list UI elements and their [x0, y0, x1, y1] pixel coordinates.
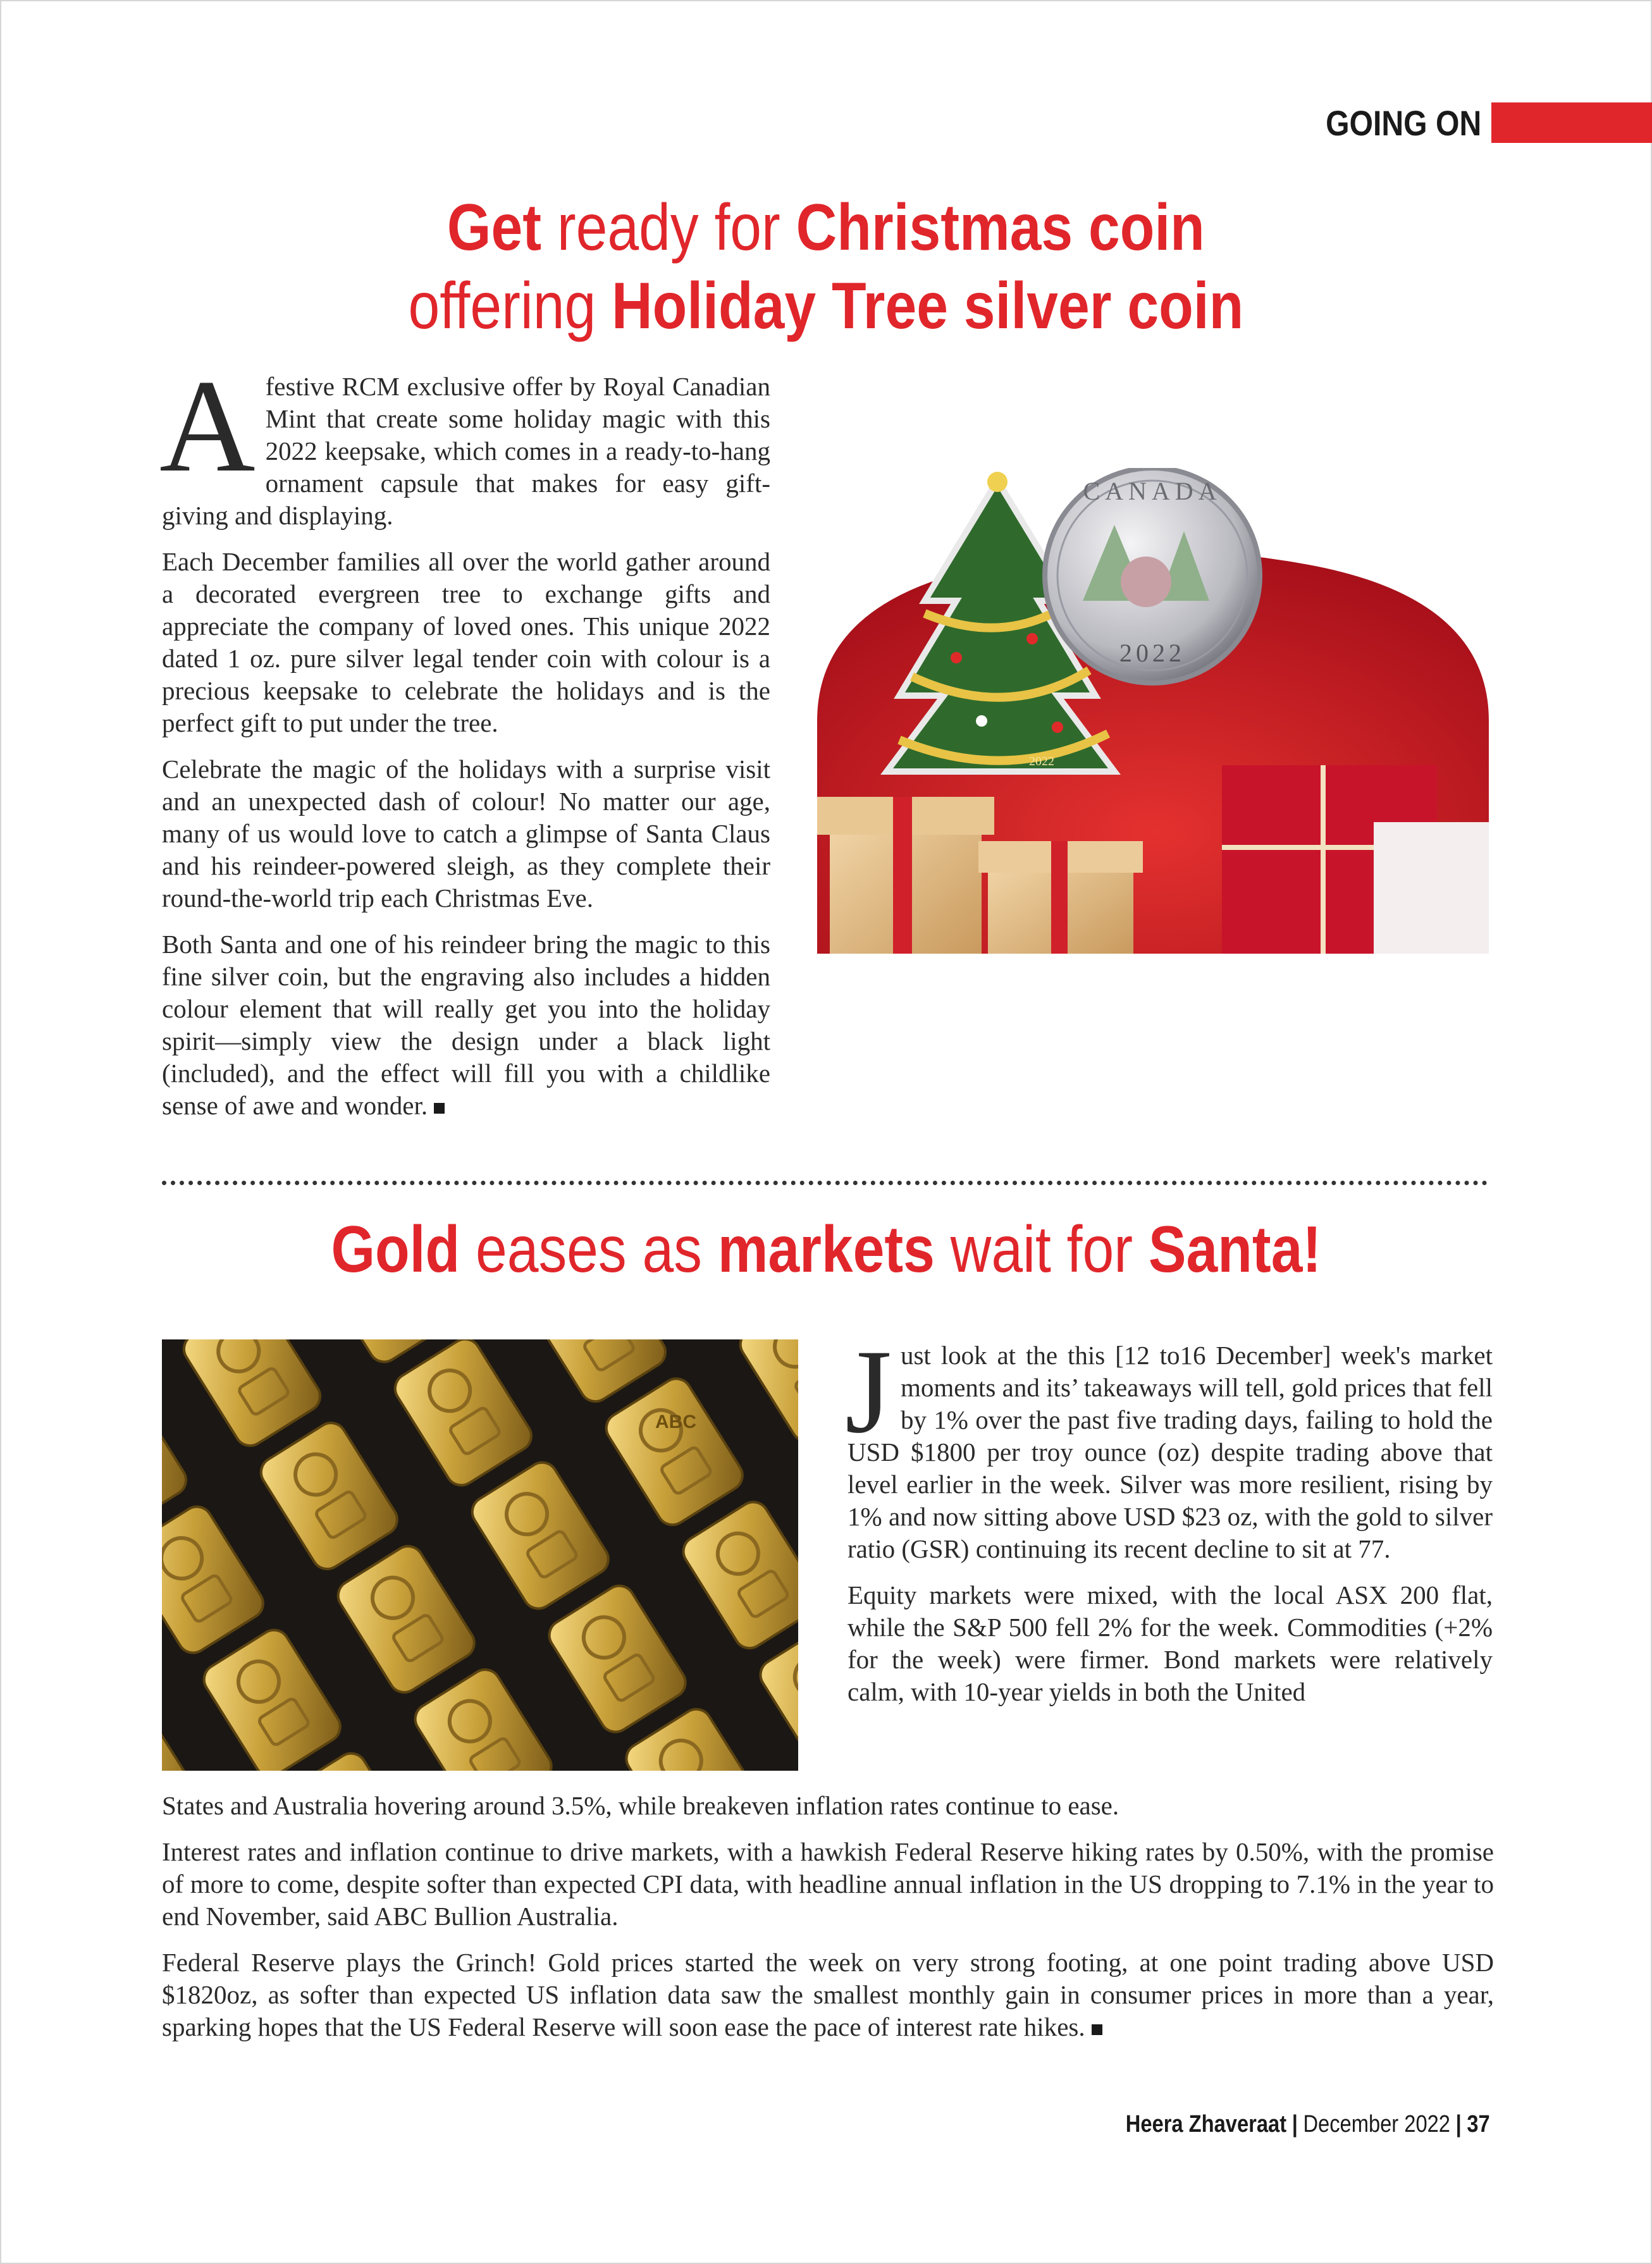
section-tag-label: GOING ON: [1325, 102, 1481, 143]
article1-headline-line1: [409, 188, 1244, 267]
gift-ribbon: [893, 797, 912, 954]
footer-separator: |: [1455, 2111, 1462, 2138]
article2-paragraph: States and Australia hovering around 3.5%, while breakeven inflation rates continue to ease.: [162, 1791, 1119, 1820]
bar-stamp-text: ABC: [655, 1412, 696, 1432]
headline-segment: Holiday Tree silver coin: [612, 269, 1244, 343]
footer-page-number: 37: [1467, 2111, 1490, 2138]
article1-headline-line2: [409, 267, 1244, 345]
gold-bar-pattern: [162, 1339, 798, 1771]
article1-paragraph: [162, 928, 770, 1122]
section-tag: [1300, 102, 1652, 143]
coin-year-text: 2022: [1119, 639, 1185, 667]
page-footer: [1066, 2111, 1490, 2138]
section-tag-bar: [1491, 102, 1652, 143]
gold-bars-image: [162, 1339, 798, 1771]
gift-box-white: [1374, 822, 1489, 954]
coin-country-text: CANADA: [1083, 477, 1222, 505]
article1-paragraph: Celebrate the magic of the holidays with a surprise visit and an unexpected dash of colour! No matter our age, many of us would love to catch a glimpse of Santa Claus and his reindeer-powered sleigh, as they complete their round-the-world trip each Christmas Eve.: [162, 754, 770, 913]
paragraph-text: Both Santa and one of his reindeer bring the magic to this fine silver coin, but the engraving also includes a hidden colour element that will really get you into the holiday spirit—simply view the design under a black light (included), and the effect will fill you with a childlike sense of awe and wonder.: [162, 930, 770, 1120]
dropcap: J: [845, 1326, 892, 1458]
article2-right-column: [845, 1326, 1493, 1708]
article2-paragraph: [845, 1326, 1493, 1565]
paragraph-text: ust look at the this [12 to16 December] week's market moments and its’ takeaways will tell, gold prices that fell by 1% over the past five trading days, failing to hold the USD $1800 per troy ounce (oz) despite trading above that level earlier in the week. Silver was more resilient, rising by 1% and now sitting above USD $23 oz, with the gold to silver ratio (GSR) continuing its recent decline to sit at 77.: [848, 1341, 1493, 1563]
article2-headline: [0, 1210, 1652, 1289]
headline-segment: wait for: [934, 1213, 1149, 1286]
article2-paragraph: Interest rates and inflation continue to drive markets, with a hawkish Federal Reserve hiking rates by 0.50%, with the promise of more to come, despite softer than expected CPI data, with headline annual inflation in the US dropping to 7.1% in the year to end November, said ABC Bullion Australia.: [162, 1837, 1494, 1931]
headline-segment: eases as: [459, 1213, 718, 1286]
article1-headline: [0, 188, 1652, 345]
silver-coin: [1045, 468, 1260, 683]
headline-segment: Santa!: [1148, 1213, 1321, 1286]
headline-segment: offering: [408, 269, 612, 343]
tree-year-text: 2022: [1029, 754, 1054, 768]
gift-ribbon: [1051, 841, 1068, 954]
headline-segment: Gold: [331, 1213, 460, 1286]
paragraph-text: Federal Reserve plays the Grinch! Gold prices started the week on very strong footing, at one point trading above USD $1820oz, as softer than expected US inflation data saw the smallest monthly gain in consumer prices in more than a year, sparking hopes that the US Federal Reserve will soon ease the pace of interest rate hikes.: [162, 1948, 1494, 2041]
footer-separator: |: [1292, 2111, 1298, 2138]
article2-full-width: [162, 1790, 1494, 2057]
gold-bars-illustration: [162, 1339, 798, 1771]
article-divider: [162, 1181, 1488, 1185]
dropcap: A: [159, 353, 256, 500]
article1-body: [159, 353, 770, 1136]
paragraph-text: festive RCM exclusive offer by Royal Canadian Mint that create some holiday magic with this 2022 keepsake, which comes in a ready-to-hang ornament capsule that makes for easy gift-giving and displaying.: [162, 372, 770, 530]
headline-segment: Get: [447, 191, 542, 264]
santa-icon: [1121, 557, 1171, 607]
end-mark-icon: [1092, 2024, 1102, 2035]
headline-segment: Christmas coin: [796, 191, 1205, 264]
article2-paragraph: [162, 1947, 1494, 2043]
coin-gift-illustration: [817, 468, 1489, 954]
article1-paragraph: Each December families all over the world gather around a decorated evergreen tree to exchange gifts and appreciate the company of loved ones. This unique 2022 dated 1 oz. pure silver legal tender coin with colour is a precious keepsake to celebrate the holidays and is the perfect gift to put under the tree.: [162, 547, 770, 737]
article1-paragraph: [159, 353, 770, 532]
coin-gift-image: [817, 468, 1489, 954]
article2-paragraph: Equity markets were mixed, with the local ASX 200 flat, while the S&P 500 fell 2% for the week. Commodities (+2% for the week) were firmer. Bond markets were relatively calm, with 10-year yields in both the United: [848, 1580, 1493, 1706]
end-mark-icon: [434, 1103, 445, 1114]
headline-segment: ready for: [541, 191, 796, 264]
footer-publication: Heera Zhaveraat: [1126, 2111, 1287, 2138]
footer-date: December 2022: [1303, 2111, 1451, 2138]
headline-segment: markets: [717, 1213, 935, 1286]
